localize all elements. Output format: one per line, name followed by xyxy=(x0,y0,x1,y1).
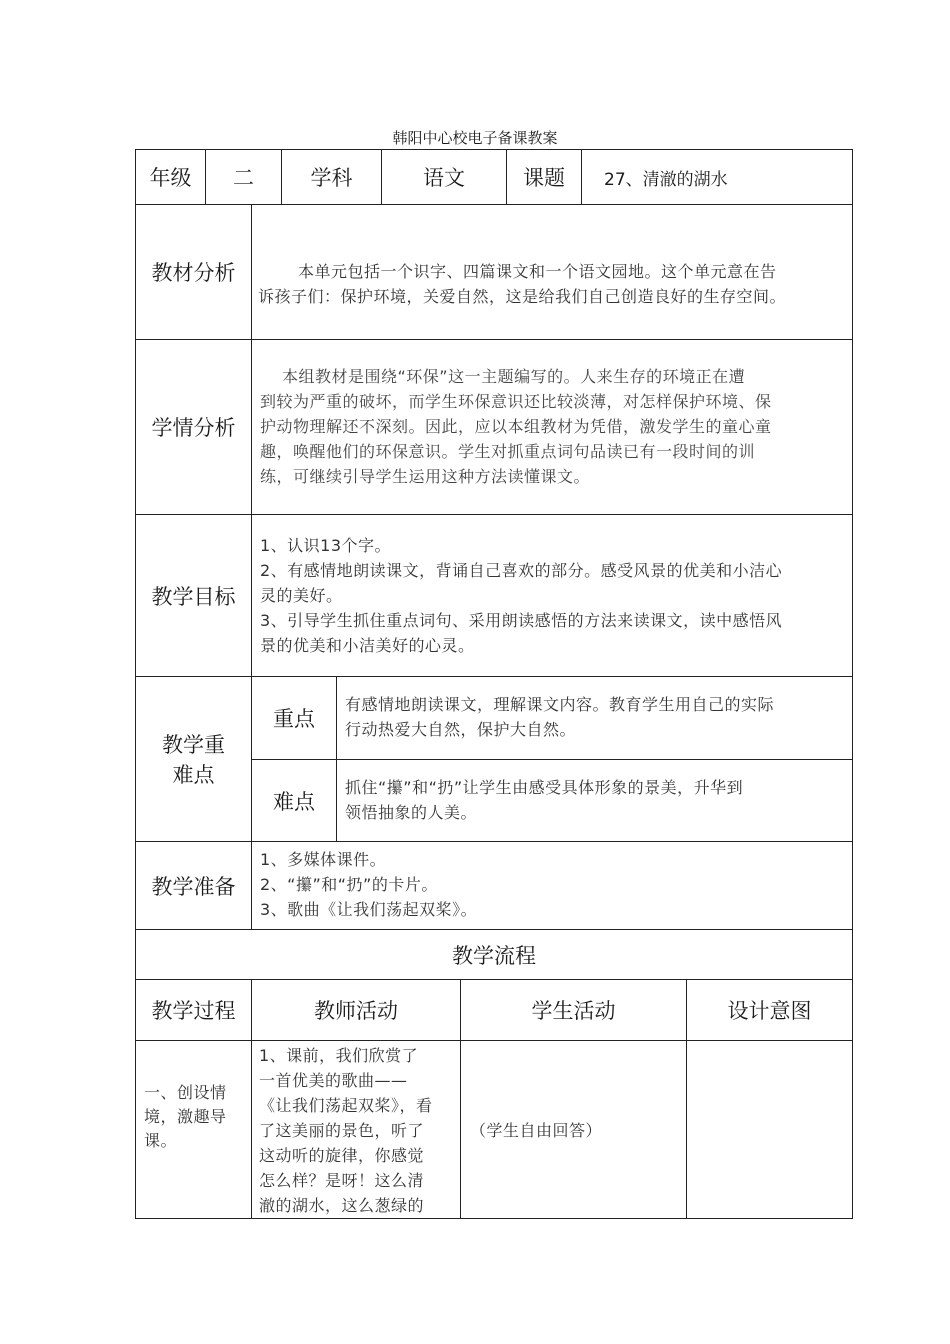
key-points-label: 教学重 难点 xyxy=(162,733,225,787)
student-activity-cell: （学生自由回答） xyxy=(470,1121,603,1140)
teacher-activity-cell: 1、课前，我们欣赏了 一首优美的歌曲—— 《让我们荡起双桨》，看 了这美丽的景色，听了 这动听的旋律，你感觉 怎么样？是呀！这么清 澈的湖水，这么葱绿的 xyxy=(259,1046,433,1215)
material-analysis-text: 本单元包括一个识字、四篇课文和一个语文园地。这个单元意在告 诉孩子们：保护环境，关爱自然，这是给我们自己创造良好的生存空间。 xyxy=(258,262,787,306)
flow-title: 教学流程 xyxy=(452,943,536,968)
material-analysis-label: 教材分析 xyxy=(151,261,236,285)
grade-label: 年级 xyxy=(149,166,192,190)
lesson-value: 27、清澈的湖水 xyxy=(604,169,728,190)
preparation-label: 教学准备 xyxy=(151,874,236,899)
focus-text: 有感情地朗读课文，理解课文内容。教育学生用自己的实际 行动热爱大自然，保护大自然。 xyxy=(345,695,775,739)
grade-value: 二 xyxy=(233,166,254,190)
focus-label: 重点 xyxy=(273,707,315,731)
subject-value: 语文 xyxy=(423,166,465,190)
teaching-goals-text: 1、认识13个字。 2、有感情地朗读课文，背诵自己喜欢的部分。感受风景的优美和小洁心 灵的美好。 3、引导学生抓住重点词句、采用朗读感悟的方法来读课文，读中感悟风 景的优美和小洁美好的心灵。 xyxy=(260,536,783,655)
column-header-intent: 设计意图 xyxy=(727,999,812,1023)
student-analysis-label: 学情分析 xyxy=(151,416,236,440)
difficulty-text: 抓住“攥”和“扔”让学生由感受具体形象的景美，升华到 领悟抽象的人美。 xyxy=(345,778,744,822)
column-header-student: 学生活动 xyxy=(531,999,616,1023)
teaching-goals-label: 教学目标 xyxy=(151,584,236,609)
column-header-teacher: 教师活动 xyxy=(314,999,398,1023)
column-header-process: 教学过程 xyxy=(151,999,236,1023)
subject-label: 学科 xyxy=(310,166,353,190)
process-cell: 一、创设情 境，激趣导 课。 xyxy=(144,1083,227,1150)
difficulty-label: 难点 xyxy=(273,789,315,814)
lesson-label: 课题 xyxy=(523,166,565,190)
preparation-text: 1、多媒体课件。 2、“攥”和“扔”的卡片。 3、歌曲《让我们荡起双桨》。 xyxy=(260,850,478,919)
student-analysis-text: 本组教材是围绕“环保”这一主题编写的。人来生存的环境正在遭 到较为严重的破坏，而学生环保意识还比较淡薄，对怎样保护环境、保 护动物理解还不深刻。因此，应以本组教材为凭借，激发学生的童心童 趣，唤醒他们的环保意识。学生对抓重点词句品读已有一段时间的训 练，可继续引导学生运用这种方法读懂课文。 xyxy=(260,367,772,486)
document-title: 韩阳中心校电子备课教案 xyxy=(392,129,558,147)
